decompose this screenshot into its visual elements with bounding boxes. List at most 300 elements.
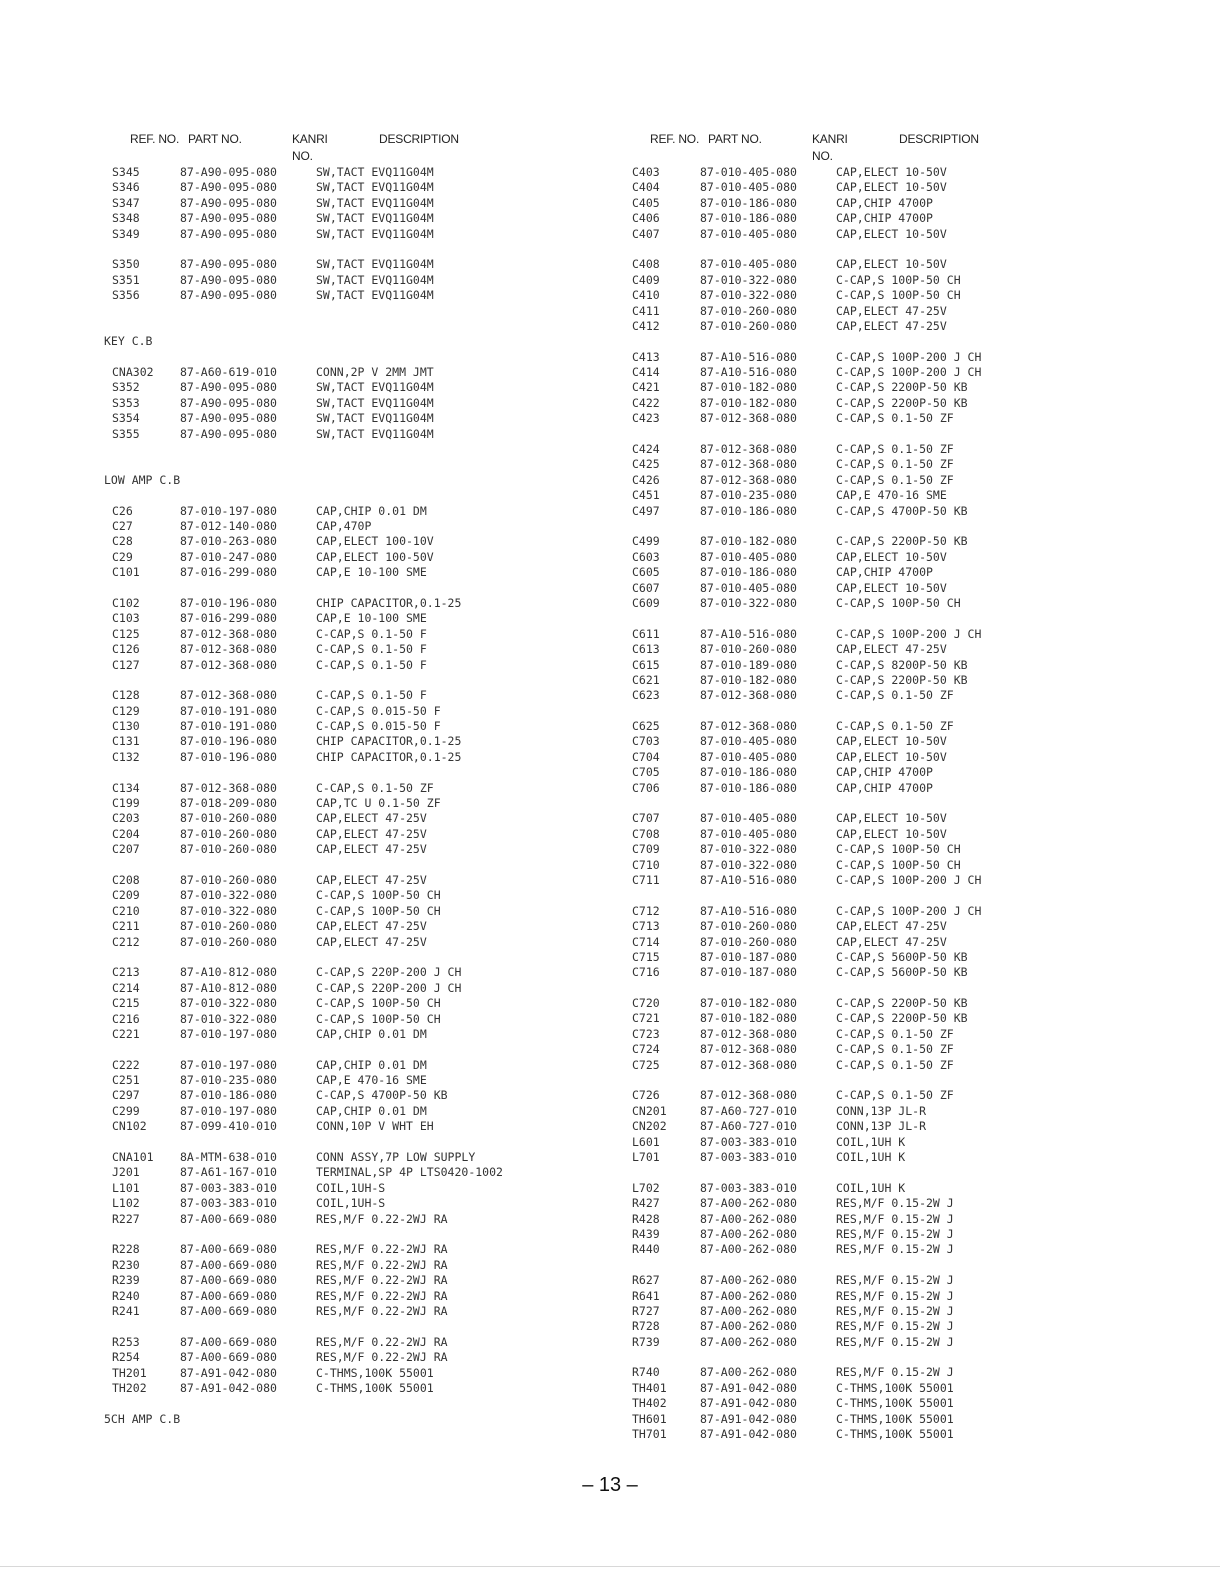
row-spacer: [520, 1073, 1130, 1088]
description-cell: C-CAP,S 100P-50 CH: [836, 842, 961, 857]
part-no-cell: 87-010-405-080: [700, 811, 797, 826]
description-cell: CAP,ELECT 47-25V: [316, 826, 427, 841]
part-no-cell: 87-010-182-080: [700, 996, 797, 1011]
table-row: [0, 550, 610, 565]
description-cell: C-CAP,S 0.015-50 F: [316, 703, 441, 718]
description-cell: RES,M/F 0.22-2WJ RA: [316, 1334, 448, 1349]
table-row: [520, 1396, 1130, 1411]
table-row: [0, 211, 610, 226]
description-cell: C-CAP,S 5600P-50 KB: [836, 949, 968, 964]
ref-no-cell: S350: [112, 257, 140, 272]
part-no-cell: 87-A10-812-080: [180, 980, 277, 995]
description-cell: CAP,CHIP 0.01 DM: [316, 1026, 427, 1041]
part-no-cell: 87-A90-095-080: [180, 395, 277, 410]
description-cell: CAP,CHIP 0.01 DM: [316, 1057, 427, 1072]
description-cell: RES,M/F 0.22-2WJ RA: [316, 1303, 448, 1318]
ref-no-cell: R228: [112, 1242, 140, 1257]
description-cell: SW,TACT EVQ11G04M: [316, 211, 434, 226]
description-cell: CAP,ELECT 10-50V: [836, 257, 947, 272]
part-no-cell: 87-010-189-080: [700, 657, 797, 672]
part-no-cell: 87-A91-042-080: [180, 1365, 277, 1380]
table-row: [0, 1181, 610, 1196]
ref-no-cell: S347: [112, 195, 140, 210]
description-cell: C-CAP,S 100P-50 CH: [836, 595, 961, 610]
ref-no-cell: C423: [632, 411, 660, 426]
row-spacer: [0, 1227, 610, 1242]
description-cell: RES,M/F 0.15-2W J: [836, 1288, 954, 1303]
part-no-cell: 87-012-368-080: [700, 688, 797, 703]
table-row: [520, 1150, 1130, 1165]
part-no-cell: 87-010-260-080: [180, 934, 277, 949]
part-no-cell: 87-A91-042-080: [700, 1396, 797, 1411]
table-row: [520, 688, 1130, 703]
table-row: [0, 396, 610, 411]
part-no-cell: 87-010-260-080: [700, 318, 797, 333]
part-no-cell: 87-010-186-080: [700, 565, 797, 580]
ref-no-cell: C297: [112, 1088, 140, 1103]
header-description: DESCRIPTION: [899, 132, 979, 146]
description-cell: C-CAP,S 2200P-50 KB: [836, 1011, 968, 1026]
description-cell: CAP,ELECT 100-10V: [316, 534, 434, 549]
table-row: [0, 965, 610, 980]
part-no-cell: 87-A00-262-080: [700, 1273, 797, 1288]
ref-no-cell: C425: [632, 457, 660, 472]
row-spacer: [0, 1396, 610, 1411]
ref-no-cell: CN102: [112, 1119, 147, 1134]
part-no-cell: 87-010-260-080: [700, 303, 797, 318]
table-row: [0, 719, 610, 734]
ref-no-cell: C623: [632, 688, 660, 703]
header-description: DESCRIPTION: [379, 132, 459, 146]
table-row: [520, 642, 1130, 657]
part-no-cell: 87-010-405-080: [700, 549, 797, 564]
description-cell: CAP,ELECT 10-50V: [836, 826, 947, 841]
table-row: [0, 1150, 610, 1165]
header-kanri-label: KANRI: [292, 132, 328, 146]
description-cell: CAP,ELECT 47-25V: [836, 934, 947, 949]
table-row: [520, 1365, 1130, 1380]
description-cell: COIL,1UH-S: [316, 1180, 386, 1195]
part-no-cell: 87-099-410-010: [180, 1119, 277, 1134]
ref-no-cell: C422: [632, 395, 660, 410]
description-cell: CAP,ELECT 47-25V: [316, 919, 427, 934]
table-row: [520, 919, 1130, 934]
ref-no-cell: C199: [112, 796, 140, 811]
ref-no-cell: C27: [112, 519, 133, 534]
table-row: [0, 935, 610, 950]
description-cell: CONN,2P V 2MM JMT: [316, 365, 434, 380]
description-cell: CHIP CAPACITOR,0.1-25: [316, 595, 462, 610]
description-cell: CAP,ELECT 10-50V: [836, 549, 947, 564]
description-cell: CAP,TC U 0.1-50 ZF: [316, 796, 441, 811]
header-part-no: PART NO.: [188, 132, 242, 146]
description-cell: SW,TACT EVQ11G04M: [316, 195, 434, 210]
ref-no-cell: S354: [112, 411, 140, 426]
ref-no-cell: C499: [632, 534, 660, 549]
table-row: [520, 750, 1130, 765]
table-row: [520, 1427, 1130, 1442]
ref-no-cell: C724: [632, 1042, 660, 1057]
ref-no-cell: L601: [632, 1134, 660, 1149]
table-row: [0, 811, 610, 826]
description-cell: CAP,CHIP 4700P: [836, 211, 933, 226]
part-no-cell: 87-A90-095-080: [180, 195, 277, 210]
ref-no-cell: C204: [112, 826, 140, 841]
description-cell: C-CAP,S 0.1-50 ZF: [836, 472, 954, 487]
part-no-cell: 87-A00-262-080: [700, 1288, 797, 1303]
description-cell: C-CAP,S 100P-200 J CH: [836, 626, 982, 641]
description-cell: C-THMS,100K 55001: [316, 1380, 434, 1395]
table-row: [520, 1011, 1130, 1026]
ref-no-cell: R440: [632, 1242, 660, 1257]
part-no-cell: 87-010-322-080: [700, 272, 797, 287]
part-no-cell: 87-018-209-080: [180, 796, 277, 811]
part-no-cell: 87-A91-042-080: [180, 1380, 277, 1395]
header-ref-no: REF. NO.: [130, 132, 180, 146]
parts-rows-right: [520, 165, 1130, 1442]
table-row: [520, 365, 1130, 380]
part-no-cell: 87-012-368-080: [700, 411, 797, 426]
part-no-cell: 87-003-383-010: [700, 1180, 797, 1195]
row-spacer: [520, 1165, 1130, 1180]
table-row: [520, 1242, 1130, 1257]
ref-no-cell: C28: [112, 534, 133, 549]
description-cell: C-CAP,S 0.1-50 ZF: [836, 1088, 954, 1103]
table-row: [0, 227, 610, 242]
table-row: [0, 642, 610, 657]
part-no-cell: 87-A90-095-080: [180, 272, 277, 287]
table-row: [0, 196, 610, 211]
ref-no-cell: C203: [112, 811, 140, 826]
description-cell: SW,TACT EVQ11G04M: [316, 272, 434, 287]
table-row: [520, 550, 1130, 565]
part-no-cell: 87-A00-262-080: [700, 1242, 797, 1257]
ref-no-cell: C127: [112, 657, 140, 672]
table-row: [520, 1058, 1130, 1073]
table-row: [0, 288, 610, 303]
part-no-cell: 87-010-182-080: [700, 395, 797, 410]
parts-column-right: [520, 131, 1130, 1442]
part-no-cell: 87-A90-095-080: [180, 211, 277, 226]
ref-no-cell: C714: [632, 934, 660, 949]
table-row: [0, 1304, 610, 1319]
ref-no-cell: R254: [112, 1350, 140, 1365]
table-row: [520, 1289, 1130, 1304]
ref-no-cell: C102: [112, 595, 140, 610]
part-no-cell: 87-A90-095-080: [180, 288, 277, 303]
table-row: [520, 1335, 1130, 1350]
ref-no-cell: S355: [112, 426, 140, 441]
table-row: [0, 180, 610, 195]
description-cell: RES,M/F 0.15-2W J: [836, 1334, 954, 1349]
description-cell: RES,M/F 0.22-2WJ RA: [316, 1350, 448, 1365]
section-title-text: KEY C.B: [104, 334, 153, 349]
table-row: [520, 904, 1130, 919]
description-cell: C-THMS,100K 55001: [836, 1396, 954, 1411]
ref-no-cell: C222: [112, 1057, 140, 1072]
table-row: [0, 411, 610, 426]
part-no-cell: 87-010-197-080: [180, 1057, 277, 1072]
part-no-cell: 87-010-182-080: [700, 380, 797, 395]
description-cell: CAP,ELECT 10-50V: [836, 749, 947, 764]
ref-no-cell: C603: [632, 549, 660, 564]
description-cell: C-CAP,S 2200P-50 KB: [836, 672, 968, 687]
table-row: [520, 442, 1130, 457]
table-row: [0, 596, 610, 611]
ref-no-cell: R428: [632, 1211, 660, 1226]
table-row: [520, 950, 1130, 965]
part-no-cell: 87-A60-619-010: [180, 365, 277, 380]
ref-no-cell: C710: [632, 857, 660, 872]
ref-no-cell: R627: [632, 1273, 660, 1288]
part-no-cell: 87-A00-262-080: [700, 1365, 797, 1380]
section-title: [0, 473, 610, 488]
description-cell: RES,M/F 0.15-2W J: [836, 1226, 954, 1241]
row-spacer: [0, 1042, 610, 1057]
ref-no-cell: S352: [112, 380, 140, 395]
part-no-cell: 87-010-405-080: [700, 580, 797, 595]
part-no-cell: 87-A10-516-080: [700, 626, 797, 641]
description-cell: C-CAP,S 2200P-50 KB: [836, 380, 968, 395]
part-no-cell: 87-012-368-080: [180, 780, 277, 795]
section-title: [0, 334, 610, 349]
part-no-cell: 87-A60-727-010: [700, 1119, 797, 1134]
part-no-cell: 87-010-186-080: [180, 1088, 277, 1103]
ref-no-cell: TH701: [632, 1427, 667, 1442]
description-cell: CAP,ELECT 47-25V: [316, 842, 427, 857]
row-spacer: [520, 427, 1130, 442]
ref-no-cell: C726: [632, 1088, 660, 1103]
ref-no-cell: C403: [632, 165, 660, 179]
table-row: [520, 935, 1130, 950]
header-kanri: [292, 131, 328, 165]
part-no-cell: 87-010-197-080: [180, 1026, 277, 1041]
row-spacer: [520, 1350, 1130, 1365]
ref-no-cell: C130: [112, 719, 140, 734]
part-no-cell: 87-A00-669-080: [180, 1242, 277, 1257]
ref-no-cell: C716: [632, 965, 660, 980]
table-row: [0, 1242, 610, 1257]
ref-no-cell: L701: [632, 1150, 660, 1164]
part-no-cell: 87-A10-516-080: [700, 872, 797, 887]
ref-no-cell: L101: [112, 1180, 140, 1195]
table-row: [520, 1042, 1130, 1057]
table-row: [520, 411, 1130, 426]
description-cell: CAP,ELECT 10-50V: [836, 811, 947, 826]
description-cell: C-THMS,100K 55001: [836, 1411, 954, 1426]
description-cell: C-CAP,S 100P-200 J CH: [836, 872, 982, 887]
table-row: [0, 611, 610, 626]
description-cell: C-CAP,S 0.1-50 ZF: [836, 719, 954, 734]
ref-no-cell: C126: [112, 642, 140, 657]
part-no-cell: 87-012-140-080: [180, 519, 277, 534]
part-no-cell: 87-010-260-080: [700, 919, 797, 934]
table-row: [0, 827, 610, 842]
table-row: [520, 965, 1130, 980]
description-cell: C-CAP,S 0.1-50 F: [316, 642, 427, 657]
description-cell: C-CAP,S 8200P-50 KB: [836, 657, 968, 672]
part-no-cell: 87-A00-669-080: [180, 1288, 277, 1303]
table-row: [0, 257, 610, 272]
ref-no-cell: C607: [632, 580, 660, 595]
table-row: [0, 1196, 610, 1211]
ref-no-cell: C451: [632, 488, 660, 503]
ref-no-cell: C404: [632, 180, 660, 195]
part-no-cell: 87-A91-042-080: [700, 1411, 797, 1426]
description-cell: C-CAP,S 5600P-50 KB: [836, 965, 968, 980]
table-row: [520, 1119, 1130, 1134]
ref-no-cell: C709: [632, 842, 660, 857]
description-cell: CAP,470P: [316, 519, 372, 534]
table-row: [520, 596, 1130, 611]
description-cell: CAP,ELECT 47-25V: [836, 919, 947, 934]
part-no-cell: 87-010-405-080: [700, 226, 797, 241]
ref-no-cell: C101: [112, 565, 140, 580]
table-row: [0, 1119, 610, 1134]
description-cell: CAP,CHIP 4700P: [836, 195, 933, 210]
table-row: [0, 1273, 610, 1288]
ref-no-cell: S345: [112, 165, 140, 179]
description-cell: RES,M/F 0.22-2WJ RA: [316, 1242, 448, 1257]
description-cell: C-CAP,S 100P-200 J CH: [836, 365, 982, 380]
ref-no-cell: C426: [632, 472, 660, 487]
table-row: [0, 627, 610, 642]
description-cell: C-CAP,S 100P-50 CH: [836, 857, 961, 872]
part-no-cell: 87-012-368-080: [180, 657, 277, 672]
description-cell: RES,M/F 0.15-2W J: [836, 1196, 954, 1211]
part-no-cell: 87-A90-095-080: [180, 226, 277, 241]
description-cell: CAP,E 470-16 SME: [836, 488, 947, 503]
part-no-cell: 87-010-405-080: [700, 165, 797, 179]
description-cell: C-THMS,100K 55001: [836, 1380, 954, 1395]
description-cell: CHIP CAPACITOR,0.1-25: [316, 734, 462, 749]
table-row: [520, 304, 1130, 319]
header-kanri-no: NO.: [292, 149, 313, 163]
table-row: [0, 534, 610, 549]
table-row: [520, 734, 1130, 749]
ref-no-cell: R727: [632, 1303, 660, 1318]
part-no-cell: 87-010-322-080: [180, 903, 277, 918]
ref-no-cell: C414: [632, 365, 660, 380]
description-cell: C-CAP,S 0.1-50 ZF: [836, 1057, 954, 1072]
part-no-cell: 8A-MTM-638-010: [180, 1150, 277, 1165]
part-no-cell: 87-A00-669-080: [180, 1211, 277, 1226]
table-row: [520, 396, 1130, 411]
table-row: [520, 765, 1130, 780]
header-kanri: [812, 131, 848, 165]
table-row: [520, 211, 1130, 226]
part-no-cell: 87-010-197-080: [180, 1103, 277, 1118]
table-row: [0, 1381, 610, 1396]
description-cell: RES,M/F 0.22-2WJ RA: [316, 1257, 448, 1272]
table-row: [0, 796, 610, 811]
ref-no-cell: C708: [632, 826, 660, 841]
description-cell: C-CAP,S 100P-50 CH: [316, 996, 441, 1011]
description-cell: COIL,1UH K: [836, 1150, 906, 1164]
table-row: [0, 981, 610, 996]
part-no-cell: 87-010-405-080: [700, 734, 797, 749]
ref-no-cell: TH601: [632, 1411, 667, 1426]
table-row: [520, 1027, 1130, 1042]
description-cell: C-CAP,S 2200P-50 KB: [836, 534, 968, 549]
table-row: [0, 688, 610, 703]
ref-no-cell: C209: [112, 888, 140, 903]
description-cell: CAP,ELECT 47-25V: [316, 873, 427, 887]
table-row: [520, 288, 1130, 303]
part-no-cell: 87-A10-812-080: [180, 965, 277, 980]
row-spacer: [0, 673, 610, 688]
row-spacer: [520, 519, 1130, 534]
part-no-cell: 87-010-182-080: [700, 672, 797, 687]
part-no-cell: 87-010-196-080: [180, 749, 277, 764]
part-no-cell: 87-A10-516-080: [700, 349, 797, 364]
description-cell: C-CAP,S 100P-50 CH: [836, 272, 961, 287]
description-cell: C-CAP,S 100P-50 CH: [316, 888, 441, 903]
table-row: [0, 734, 610, 749]
part-no-cell: 87-010-186-080: [700, 211, 797, 226]
table-row: [520, 488, 1130, 503]
part-no-cell: 87-003-383-010: [700, 1134, 797, 1149]
ref-no-cell: C412: [632, 318, 660, 333]
description-cell: CAP,ELECT 100-50V: [316, 549, 434, 564]
table-row: [520, 1212, 1130, 1227]
row-spacer: [0, 442, 610, 473]
ref-no-cell: R740: [632, 1365, 660, 1380]
table-row: [0, 888, 610, 903]
row-spacer: [0, 581, 610, 596]
description-cell: C-CAP,S 100P-200 J CH: [836, 349, 982, 364]
part-no-cell: 87-010-247-080: [180, 549, 277, 564]
description-cell: RES,M/F 0.15-2W J: [836, 1211, 954, 1226]
description-cell: C-CAP,S 100P-50 CH: [316, 903, 441, 918]
ref-no-cell: J201: [112, 1165, 140, 1180]
part-no-cell: 87-012-368-080: [700, 1042, 797, 1057]
ref-no-cell: C210: [112, 903, 140, 918]
description-cell: CAP,ELECT 47-25V: [316, 934, 427, 949]
row-spacer: [520, 334, 1130, 349]
row-spacer: [0, 350, 610, 365]
ref-no-cell: R728: [632, 1319, 660, 1334]
part-no-cell: 87-010-186-080: [700, 195, 797, 210]
section-title-text: 5CH AMP C.B: [104, 1411, 181, 1426]
ref-no-cell: C723: [632, 1026, 660, 1041]
table-row: [520, 1381, 1130, 1396]
table-row: [0, 365, 610, 380]
header-ref-no: REF. NO.: [650, 132, 700, 146]
table-row: [0, 519, 610, 534]
part-no-cell: 87-012-368-080: [180, 626, 277, 641]
table-row: [0, 750, 610, 765]
ref-no-cell: C611: [632, 626, 660, 641]
ref-no-cell: C605: [632, 565, 660, 580]
ref-no-cell: C413: [632, 349, 660, 364]
part-no-cell: 87-A00-669-080: [180, 1257, 277, 1272]
table-row: [520, 858, 1130, 873]
description-cell: C-CAP,S 0.1-50 ZF: [836, 457, 954, 472]
description-cell: C-CAP,S 0.1-50 F: [316, 688, 427, 703]
part-no-cell: 87-010-405-080: [700, 180, 797, 195]
ref-no-cell: C134: [112, 780, 140, 795]
ref-no-cell: C621: [632, 672, 660, 687]
description-cell: CAP,CHIP 4700P: [836, 780, 933, 795]
part-no-cell: 87-A10-516-080: [700, 365, 797, 380]
ref-no-cell: C497: [632, 503, 660, 518]
ref-no-cell: R439: [632, 1226, 660, 1241]
description-cell: RES,M/F 0.15-2W J: [836, 1365, 954, 1380]
description-cell: C-CAP,S 100P-50 CH: [836, 288, 961, 303]
description-cell: COIL,1UH K: [836, 1180, 906, 1195]
ref-no-cell: R240: [112, 1288, 140, 1303]
